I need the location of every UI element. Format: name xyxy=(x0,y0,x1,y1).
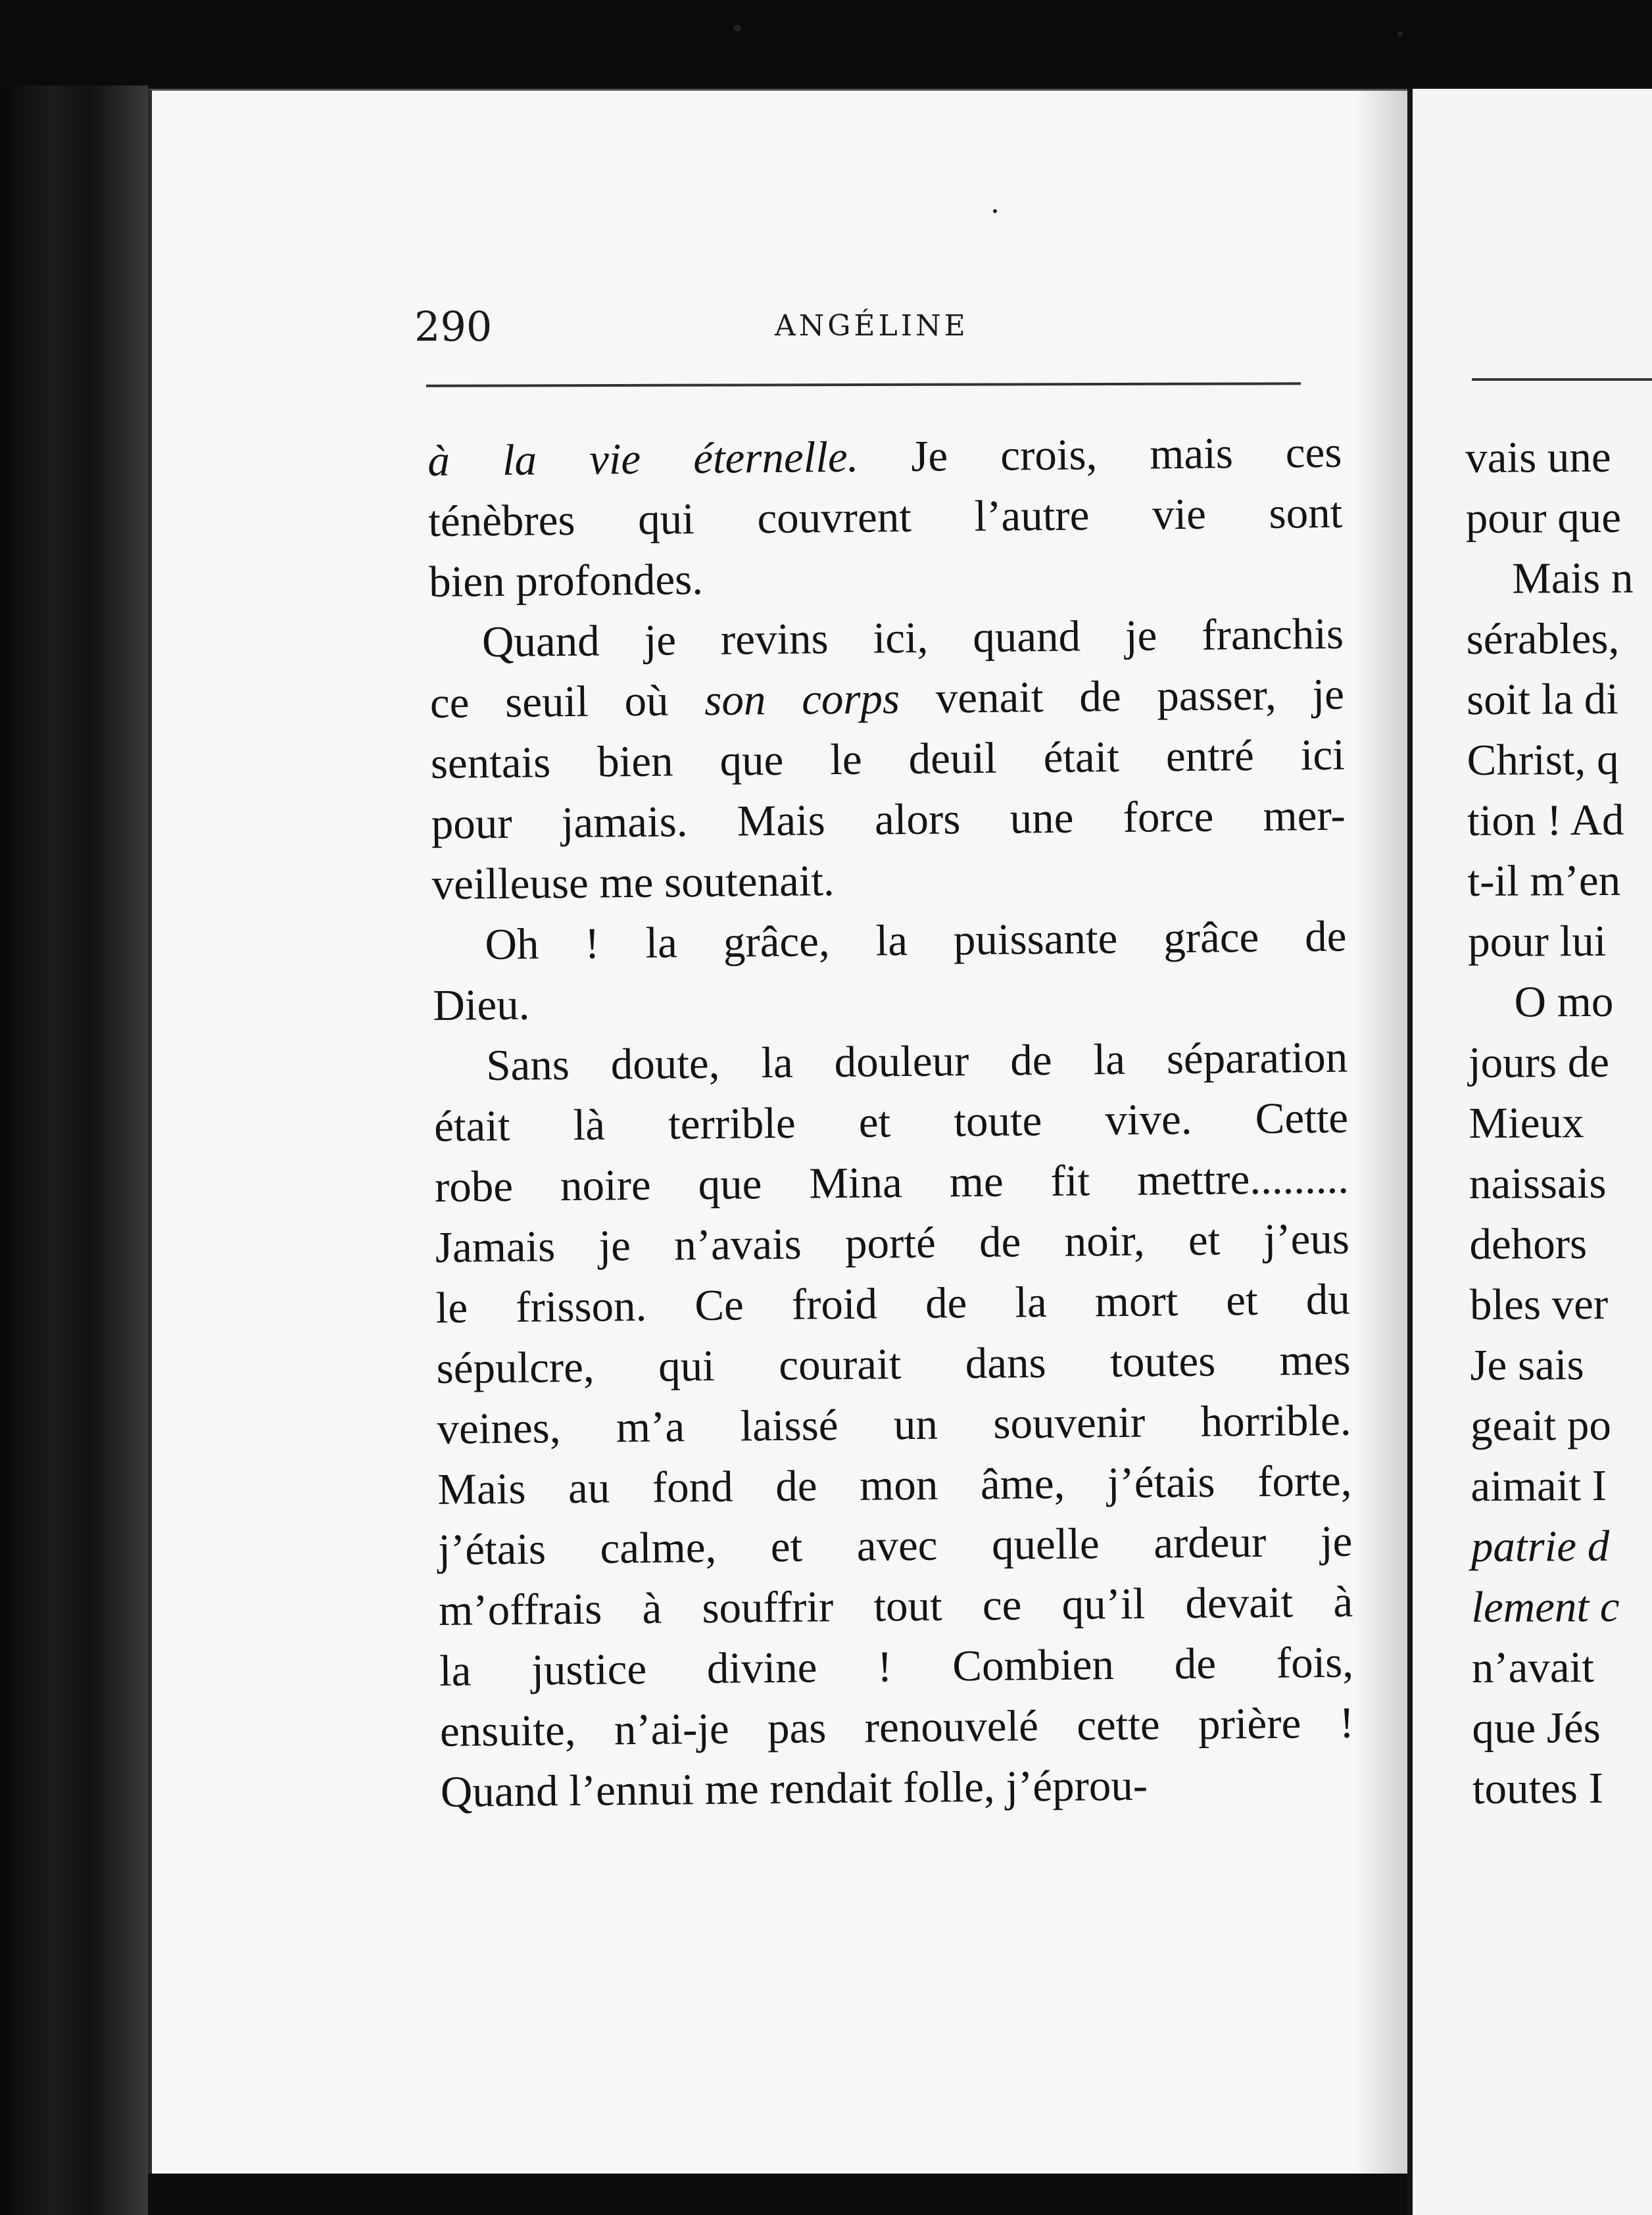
text-line xyxy=(435,1209,1349,1278)
text-segment: était là terrible et toute vive. Cette xyxy=(433,1093,1349,1151)
text-segment: m’offrais à souffrir tout ce qu’il devait à xyxy=(438,1577,1353,1635)
text-segment: la justice divine ! Combien de fois, xyxy=(439,1638,1354,1695)
text-segment: sépulcre, qui courait dans toutes mes xyxy=(436,1335,1351,1393)
text-line: Mais n xyxy=(1512,553,1634,603)
text-line: tion ! Ad xyxy=(1467,795,1624,845)
text-line xyxy=(431,785,1346,854)
text-line xyxy=(430,664,1345,733)
text-line xyxy=(436,1330,1351,1399)
text-line xyxy=(438,1511,1353,1580)
text-line: bles ver xyxy=(1469,1279,1609,1329)
text-line: dehors xyxy=(1469,1219,1588,1269)
text-segment: robe noire que Mina me fit mettre......... xyxy=(434,1154,1349,1211)
text-line xyxy=(429,543,1344,612)
text-line: jours de xyxy=(1468,1037,1610,1087)
text-line: soit la di xyxy=(1466,674,1619,724)
running-title: ANGÉLINE xyxy=(775,309,969,343)
text-line: Je sais xyxy=(1470,1340,1584,1390)
running-head xyxy=(0,303,1414,355)
text-line: lement c xyxy=(1471,1582,1620,1632)
text-line xyxy=(427,422,1342,491)
text-segment: Oh ! la grâce, la puissante grâce de xyxy=(485,912,1347,969)
text-line xyxy=(437,1390,1351,1459)
text-segment: venait de passer, je xyxy=(899,669,1345,723)
text-segment: pour jamais. Mais alors une force mer- xyxy=(431,791,1346,848)
text-line: O mo xyxy=(1514,977,1614,1027)
text-line: Mieux xyxy=(1469,1098,1584,1148)
text-segment: veines, m’a laissé un souvenir horrible. xyxy=(437,1396,1351,1453)
text-line xyxy=(428,483,1343,552)
text-line: aimait I xyxy=(1470,1461,1607,1511)
text-line: t-il m’en xyxy=(1467,856,1621,906)
text-line xyxy=(435,1269,1350,1338)
text-segment: Je crois, mais ces xyxy=(858,427,1342,481)
text-line: pour lui xyxy=(1467,916,1607,966)
scan-speck xyxy=(993,209,997,213)
text-segment: le frisson. Ce froid de la mort et du xyxy=(435,1275,1351,1332)
text-line: que Jés xyxy=(1472,1703,1601,1753)
text-line: n’avait xyxy=(1471,1643,1595,1692)
text-segment: bien profondes. xyxy=(428,554,704,606)
text-segment: Quand l’ennui me rendait folle, j’éprou- xyxy=(440,1761,1148,1816)
scan-speck xyxy=(733,25,741,32)
text-segment: sentais bien que le deuil était entré ici xyxy=(430,730,1346,788)
text-line xyxy=(432,906,1347,975)
text-line: Christ, q xyxy=(1467,735,1619,785)
text-line xyxy=(440,1693,1355,1762)
text-segment: Jamais je n’avais porté de noir, et j’eus xyxy=(435,1214,1350,1272)
text-line: toutes I xyxy=(1472,1763,1604,1813)
text-line xyxy=(439,1632,1354,1701)
text-line xyxy=(434,1088,1349,1157)
text-line: pour que xyxy=(1465,493,1622,543)
right-page xyxy=(1407,89,1652,2215)
text-line: geait po xyxy=(1470,1400,1612,1450)
text-line: sérables, xyxy=(1466,614,1620,664)
text-line xyxy=(435,1148,1349,1217)
text-line xyxy=(431,846,1346,915)
text-line xyxy=(433,1027,1348,1096)
text-segment: veilleuse me soutenait. xyxy=(431,856,835,909)
right-page-text xyxy=(1465,426,1652,1819)
text-line xyxy=(433,967,1348,1036)
text-line xyxy=(439,1572,1353,1641)
text-line: patrie d xyxy=(1470,1521,1610,1571)
scan-speck xyxy=(1397,32,1403,37)
text-segment: Quand je revins ici, quand je franchis xyxy=(481,609,1344,667)
text-line xyxy=(440,1753,1355,1822)
right-header-rule xyxy=(1472,378,1652,381)
text-segment: Sans doute, la douleur de la séparation xyxy=(485,1033,1348,1090)
text-line xyxy=(429,604,1344,673)
text-segment: ténèbres qui couvrent l’autre vie sont xyxy=(427,488,1343,546)
text-line xyxy=(430,725,1345,794)
page-number: 290 xyxy=(414,303,493,351)
text-segment: Dieu. xyxy=(433,980,530,1030)
italic-text: à la vie éternelle. xyxy=(427,432,859,485)
text-segment: Mais au fond de mon âme, j’étais forte, xyxy=(437,1456,1352,1514)
text-segment: ce seuil où xyxy=(429,675,705,727)
text-line: vais une xyxy=(1465,432,1611,482)
book-edge-left xyxy=(0,85,148,2215)
text-line: naissais xyxy=(1469,1158,1607,1208)
left-page-text xyxy=(427,422,1355,1822)
text-segment: j’étais calme, et avec quelle ardeur je xyxy=(437,1517,1353,1574)
italic-text: son corps xyxy=(704,674,900,725)
text-segment: ensuite, n’ai-je pas renouvelé cette prière ! xyxy=(439,1698,1355,1756)
text-line xyxy=(437,1451,1352,1520)
scan-top-border xyxy=(0,0,1652,85)
